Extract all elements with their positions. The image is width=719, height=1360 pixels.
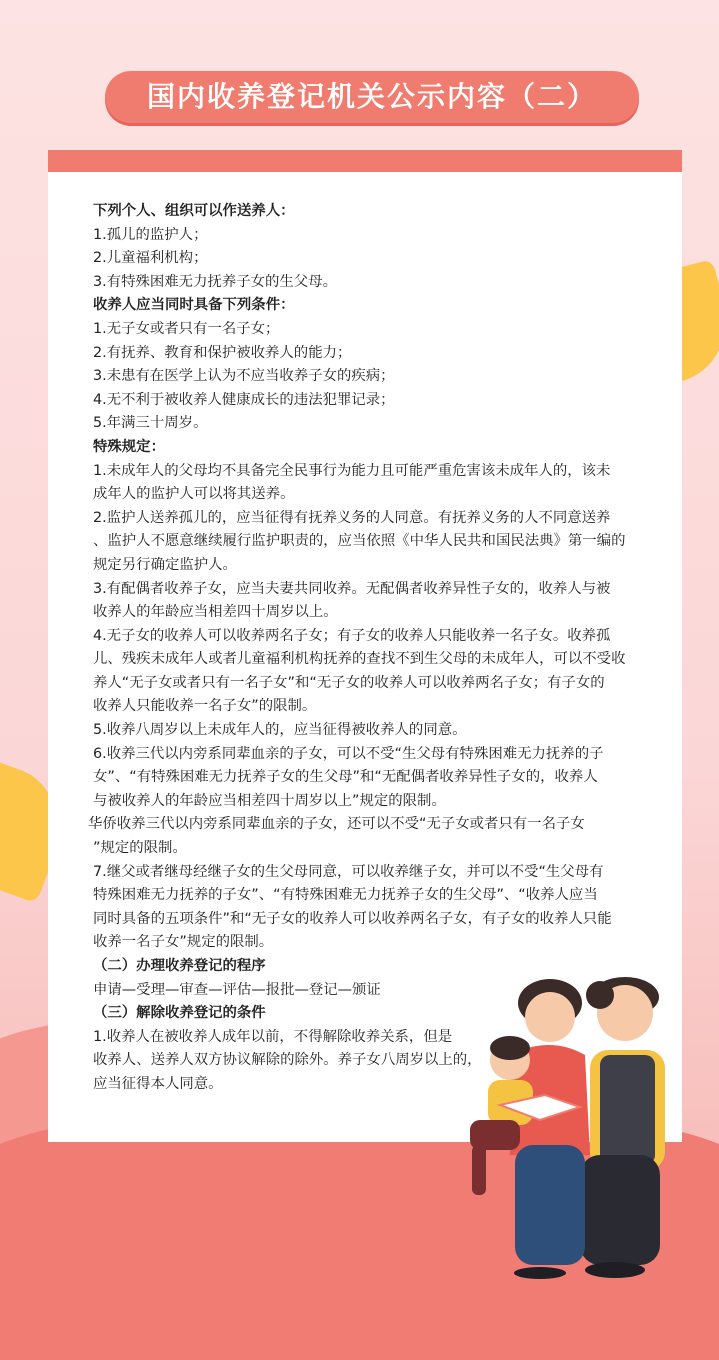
rule-line: 1.收养人在被收养人成年以前，不得解除收养关系，但是 bbox=[93, 1028, 453, 1045]
rule-line: 规定另行确定监护人。 bbox=[93, 556, 237, 573]
section-heading: 收养人应当同时具备下列条件： bbox=[93, 297, 295, 314]
rule-line: 收养人、送养人双方协议解除的除外。养子女八周岁以上的， bbox=[93, 1052, 482, 1069]
procedure-text: 申请—受理—审查—评估—报批—登记—颁证 bbox=[93, 981, 381, 998]
rule-line: 2.监护人送养孤儿的，应当征得有抚养义务的人同意。有抚养义务的人不同意送养 bbox=[93, 509, 611, 526]
rule-line: 同时具备的五项条件”和“无子女的收养人可以收养两名子女，有子女的收养人只能 bbox=[93, 910, 612, 927]
rule-line: 华侨收养三代以内旁系同辈血亲的子女，还可以不受“无子女或者只有一名子女 bbox=[88, 816, 585, 833]
rule-line: 收养一名子女”规定的限制。 bbox=[93, 934, 274, 951]
rule-line: 7.继父或者继母经继子女的生父母同意，可以收养继子女，并可以不受“生父母有 bbox=[93, 863, 604, 880]
list-item: 1.孤儿的监护人； bbox=[93, 226, 208, 243]
rule-line: 与被收养人的年龄应当相差四十周岁以上”规定的限制。 bbox=[93, 792, 446, 809]
rule-line: 女”、“有特殊困难无力抚养子女的生父母”和“无配偶者收养异性子女的，收养人 bbox=[93, 769, 598, 786]
rule-line: 5.收养八周岁以上未成年人的，应当征得被收养人的同意。 bbox=[93, 722, 467, 739]
rule-line: 1.未成年人的父母均不具备完全民事行为能力且可能严重危害该未成年人的，该未 bbox=[93, 462, 611, 479]
rule-line: 养人“无子女或者只有一名子女”和“无子女的收养人可以收养两名子女；有子女的 bbox=[93, 674, 605, 691]
section-heading: （二）办理收养登记的程序 bbox=[93, 958, 266, 974]
rule-line: 收养人的年龄应当相差四十周岁以上。 bbox=[93, 604, 338, 621]
list-item: 4.无不利于被收养人健康成长的违法犯罪记录； bbox=[93, 391, 395, 408]
section-heading: 特殊规定： bbox=[93, 438, 165, 455]
list-item: 5.年满三十周岁。 bbox=[93, 415, 208, 432]
rule-line: 4.无子女的收养人可以收养两名子女；有子女的收养人只能收养一名子女。收养孤 bbox=[93, 627, 611, 644]
list-item: 2.儿童福利机构； bbox=[93, 250, 208, 267]
list-item: 1.无子女或者只有一名子女； bbox=[93, 320, 280, 337]
list-item: 3.有特殊困难无力抚养子女的生父母。 bbox=[93, 273, 337, 290]
rule-line: 儿、残疾未成年人或者儿童福利机构抚养的查找不到生父母的未成年人，可以不受收 bbox=[93, 651, 626, 668]
rule-line: 收养人只能收养一名子女”的限制。 bbox=[93, 698, 317, 715]
rule-line: ”规定的限制。 bbox=[93, 840, 187, 857]
family-reading-illustration bbox=[440, 955, 719, 1281]
card-top-band bbox=[48, 150, 682, 172]
section-heading: （三）解除收养登记的条件 bbox=[93, 1005, 266, 1022]
page-title: 国内收养登记机关公示内容（二） bbox=[105, 71, 639, 123]
rule-line: 3.有配偶者收养子女，应当夫妻共同收养。无配偶者收养异性子女的，收养人与被 bbox=[93, 580, 611, 597]
rule-line: 成年人的监护人可以将其送养。 bbox=[93, 486, 295, 503]
rule-line: 6.收养三代以内旁系同辈血亲的子女，可以不受“生父母有特殊困难无力抚养的子 bbox=[93, 745, 604, 762]
rule-line: 特殊困难无力抚养的子女”、“有特殊困难无力抚养子女的生父母”、“收养人应当 bbox=[93, 887, 598, 904]
rule-line: 应当征得本人同意。 bbox=[93, 1075, 223, 1092]
rule-line: 、监护人不愿意继续履行监护职责的，应当依照《中华人民共和国民法典》第一编的 bbox=[93, 533, 626, 550]
list-item: 3.未患有在医学上认为不应当收养子女的疾病； bbox=[93, 368, 395, 385]
list-item: 2.有抚养、教育和保护被收养人的能力； bbox=[93, 344, 352, 361]
section-heading: 下列个人、组织可以作送养人： bbox=[93, 203, 295, 219]
